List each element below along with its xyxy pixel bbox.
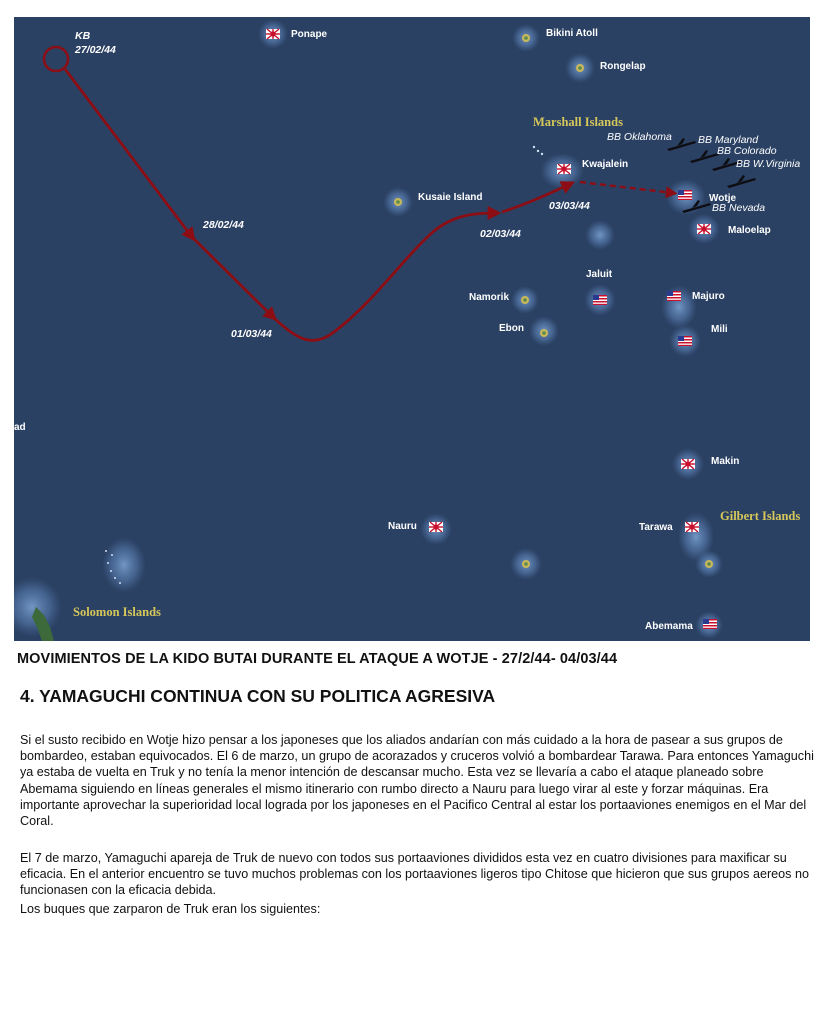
ship-label-oklahoma: BB Oklahoma <box>607 131 672 143</box>
date-label-3: 02/03/44 <box>480 228 521 240</box>
island-label-wotje: Wotje <box>709 193 737 204</box>
island-label-ebon: Ebon <box>499 323 524 334</box>
pacific-map <box>14 17 810 641</box>
ship-label-colorado: BB Colorado <box>717 145 777 157</box>
date-label-4: 03/03/44 <box>549 200 590 212</box>
paragraph-2: El 7 de marzo, Yamaguchi apareja de Truk de nuevo con todos sus portaaviones divididos esta vez en cuatro divisiones para maxificar su eficacia. En el anterior encuentro se tuvo muchos problemas con los portaaviones ligeros tipo Chitose que hicieron que sus grupos aereos no funcionasen con la eficacia debida. <box>20 851 809 898</box>
island-label-nauru: Nauru <box>388 521 417 532</box>
island-label-rongelap: Rongelap <box>600 61 646 72</box>
paragraph-1: Si el susto recibido en Wotje hizo pensar a los japoneses que los aliados andarían con más cuidado a la hora de pasear a sus grupos de bombardeo, estaban equivocados. El 6 de marzo, un grupo de acorazados y cruceros volvió a bombardear Tarawa. Para entonces Yamaguchi ya estaba de vuelta en Truk y no tenía la menor intención de descansar mucho. Esta vez se llevaría a cabo el ataque planeado sobre Abemama siguiendo en líneas generales el mismo itinerario con rumbo directo a Nauru para luego virar al este y forzar máquinas. Era importante aprovechar la superioridad local lograda por los japoneses en el Pacifico Central al estar los portaaviones enemigos en el Mar del Coral. <box>20 733 814 829</box>
ship-label-wvirginia: BB W.Virginia <box>736 158 801 170</box>
date-label-2: 01/03/44 <box>231 328 272 340</box>
island-label-majuro: Majuro <box>692 291 725 302</box>
date-label-1: 28/02/44 <box>203 219 244 231</box>
island-label-mili: Mili <box>711 324 728 335</box>
map-caption: MOVIMIENTOS DE LA KIDO BUTAI DURANTE EL ATAQUE A WOTJE - 27/2/44- 04/03/44 <box>17 651 618 667</box>
start-label: KB <box>75 30 91 42</box>
island-label-maloelap: Maloelap <box>728 225 771 236</box>
group-label-marshall: Marshall Islands <box>533 115 623 129</box>
group-label-gilbert: Gilbert Islands <box>720 509 801 523</box>
ship-label-nevada: BB Nevada <box>712 202 766 214</box>
ship-label-maryland: BB Maryland <box>698 134 759 146</box>
island-label-tarawa: Tarawa <box>639 522 673 533</box>
island-label-namorik: Namorik <box>469 292 510 303</box>
island-label-kwajalein: Kwajalein <box>582 159 629 170</box>
island-label-ponape: Ponape <box>291 29 328 40</box>
island-label-makin: Makin <box>711 456 740 467</box>
section-heading: 4. YAMAGUCHI CONTINUA CON SU POLITICA AGRESIVA <box>20 686 496 706</box>
island-label-kusaie: Kusaie Island <box>418 192 483 203</box>
group-label-solomon: Solomon Islands <box>73 605 161 619</box>
edge-label-fragment: ad <box>14 422 26 433</box>
island-label-bikini: Bikini Atoll <box>546 28 598 39</box>
island-label-jaluit: Jaluit <box>586 269 613 280</box>
start-date: 27/02/44 <box>75 44 116 56</box>
island-label-abemama: Abemama <box>645 621 693 632</box>
paragraph-3: Los buques que zarparon de Truk eran los siguientes: <box>20 902 321 916</box>
